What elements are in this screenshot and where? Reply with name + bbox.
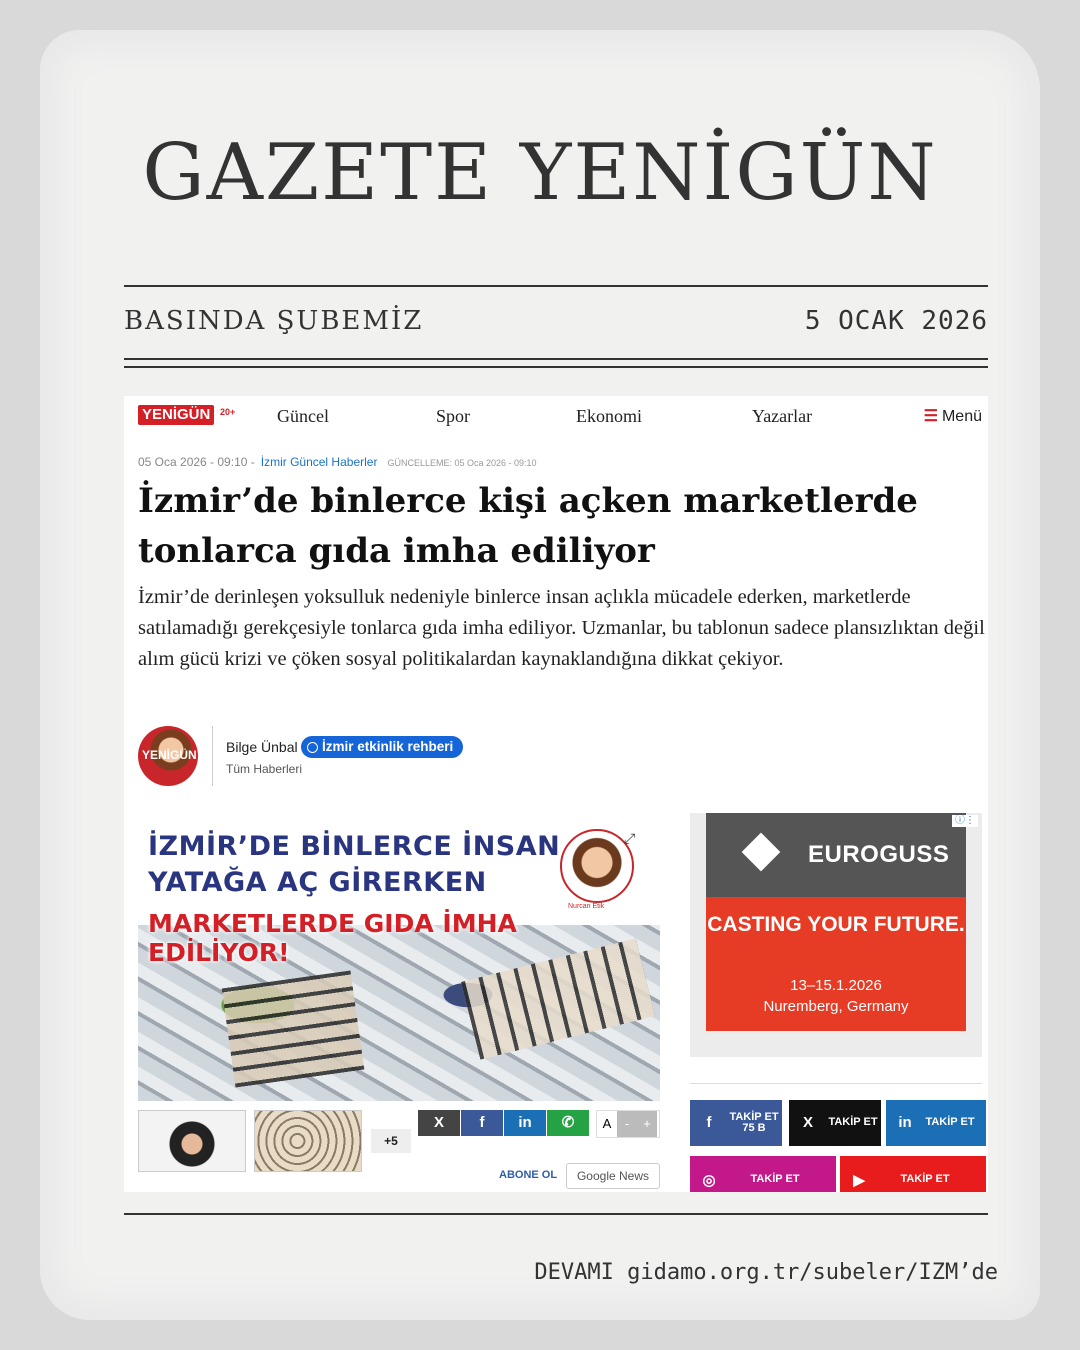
instagram-follow-label: TAKİP ET — [750, 1173, 800, 1185]
linkedin-follow-label: TAKİP ET — [925, 1116, 975, 1128]
hero-image[interactable] — [138, 809, 660, 1101]
font-decrease-button[interactable]: - — [617, 1111, 637, 1137]
follow-instagram-button[interactable] — [690, 1156, 836, 1192]
masthead-title: GAZETE YENİGÜN — [142, 128, 938, 218]
subscribe-label[interactable]: ABONE OL — [499, 1169, 558, 1181]
avatar-logo-text: YENİGÜN — [142, 748, 197, 762]
google-news-button[interactable]: Google News — [566, 1163, 660, 1189]
menu-button[interactable] — [924, 406, 982, 426]
bottom-rule — [124, 1213, 988, 1215]
mid-rule-1 — [124, 358, 988, 360]
ad-logo-icon — [742, 833, 781, 872]
author-divider — [212, 726, 213, 786]
facebook-follower-count: 75 B — [742, 1122, 766, 1134]
share-facebook-button[interactable]: f — [461, 1110, 503, 1136]
category-link[interactable]: İzmir Güncel Haberler — [260, 455, 378, 469]
hero-text-line-1: İZMİR’DE BİNLERCE İNSAN — [148, 831, 561, 862]
social-divider — [690, 1083, 982, 1084]
hero-text-line-3: MARKETLERDE GIDA İMHA EDİLİYOR! — [148, 909, 517, 967]
ad-header — [706, 813, 975, 897]
hero-text-line-2: YATAĞA AÇ GİRERKEN — [148, 867, 487, 898]
ad-location: Nuremberg, Germany — [763, 998, 909, 1015]
expand-icon[interactable]: ⤢ — [624, 831, 636, 847]
event-guide-label: İzmir etkinlik rehberi — [322, 739, 454, 754]
share-whatsapp-button[interactable]: ✆ — [547, 1110, 589, 1136]
youtube-follow-label: TAKİP ET — [900, 1173, 950, 1185]
more-images-badge[interactable]: +5 — [371, 1129, 411, 1153]
article-screenshot — [124, 396, 988, 1192]
author-all-news-link[interactable]: Tüm Haberleri — [226, 762, 303, 776]
publish-date: 05 Oca 2026 - 09:10 - — [138, 455, 255, 469]
ad-info-icon[interactable]: ⓘ⋮ — [952, 815, 978, 827]
x-icon: X — [802, 1114, 813, 1131]
nav-yazarlar[interactable]: Yazarlar — [752, 406, 813, 426]
article-lead: İzmir’de derinleşen yoksulluk nedeniyle binlerce insan açlıkla mücadele ederken, marketlerde satılamadığı gerekçesiyle tonlarca gıda imha ediliyor. Uzmanlar, bu tablonun sadece plansızlıktan değil alım gücü krizi ve çöken sosyal politikalardan kaynaklandığına dikkat çekiyor. — [138, 586, 985, 670]
linkedin-icon: in — [898, 1114, 912, 1131]
follow-youtube-button[interactable] — [840, 1156, 986, 1192]
issue-date: 5 OCAK 2026 — [804, 306, 988, 336]
ad-dates: 13–15.1.2026 — [790, 977, 882, 994]
author-avatar[interactable] — [138, 726, 198, 786]
site-navbar — [124, 396, 988, 436]
mid-rule-2 — [124, 366, 988, 368]
ad-brand: EUROGUSS — [808, 841, 950, 868]
nav-spor[interactable]: Spor — [436, 406, 471, 426]
hamburger-icon: ☰ — [923, 408, 938, 425]
font-increase-button[interactable]: + — [637, 1111, 657, 1137]
logo-badge: 20+ — [220, 407, 236, 417]
nav-ekonomi[interactable]: Ekonomi — [576, 406, 642, 426]
menu-label: Menü — [941, 408, 982, 425]
ad-body — [706, 897, 966, 1031]
article-meta — [138, 455, 537, 469]
top-rule — [124, 285, 988, 287]
x-follow-label: TAKİP ET — [828, 1116, 878, 1128]
gallery-thumb-1[interactable] — [138, 1110, 246, 1172]
article-headline: İzmir’de binlerce kişi açken marketlerde tonlarca gıda imha ediliyor — [138, 481, 918, 571]
gallery-thumb-2[interactable] — [254, 1110, 362, 1172]
follow-linkedin-button[interactable] — [886, 1100, 986, 1146]
facebook-icon: f — [706, 1114, 712, 1131]
update-date: GÜNCELLEME: 05 Oca 2026 - 09:10 — [387, 458, 537, 468]
info-icon — [307, 742, 318, 753]
ad-banner[interactable] — [690, 813, 982, 1057]
follow-facebook-button[interactable] — [690, 1100, 782, 1146]
instagram-icon: ◎ — [702, 1172, 716, 1189]
ad-slogan: CASTING YOUR FUTURE. — [707, 913, 965, 936]
hero-crate-1 — [222, 970, 365, 1087]
youtube-icon: ▶ — [853, 1172, 865, 1189]
nav-guncel[interactable]: Güncel — [277, 406, 329, 426]
share-x-button[interactable]: X — [418, 1110, 460, 1136]
font-size-label: A — [602, 1116, 612, 1131]
reporter-name: Nurcan Etik — [568, 903, 605, 910]
follow-x-button[interactable] — [789, 1100, 881, 1146]
footer-link[interactable]: DEVAMI gidamo.org.tr/subeler/IZM’de — [534, 1260, 998, 1285]
facebook-follow-label: TAKİP ET — [729, 1111, 779, 1123]
author-name[interactable]: Bilge Ünbal — [226, 739, 298, 755]
reporter-photo — [560, 829, 634, 903]
font-size-controls — [596, 1110, 660, 1138]
share-linkedin-button[interactable]: in — [504, 1110, 546, 1136]
site-logo[interactable]: YENİGÜN — [138, 405, 214, 425]
section-label: BASINDA ŞUBEMİZ — [124, 306, 424, 336]
event-guide-button[interactable] — [301, 736, 463, 758]
facebook-follow-text — [724, 1112, 784, 1134]
